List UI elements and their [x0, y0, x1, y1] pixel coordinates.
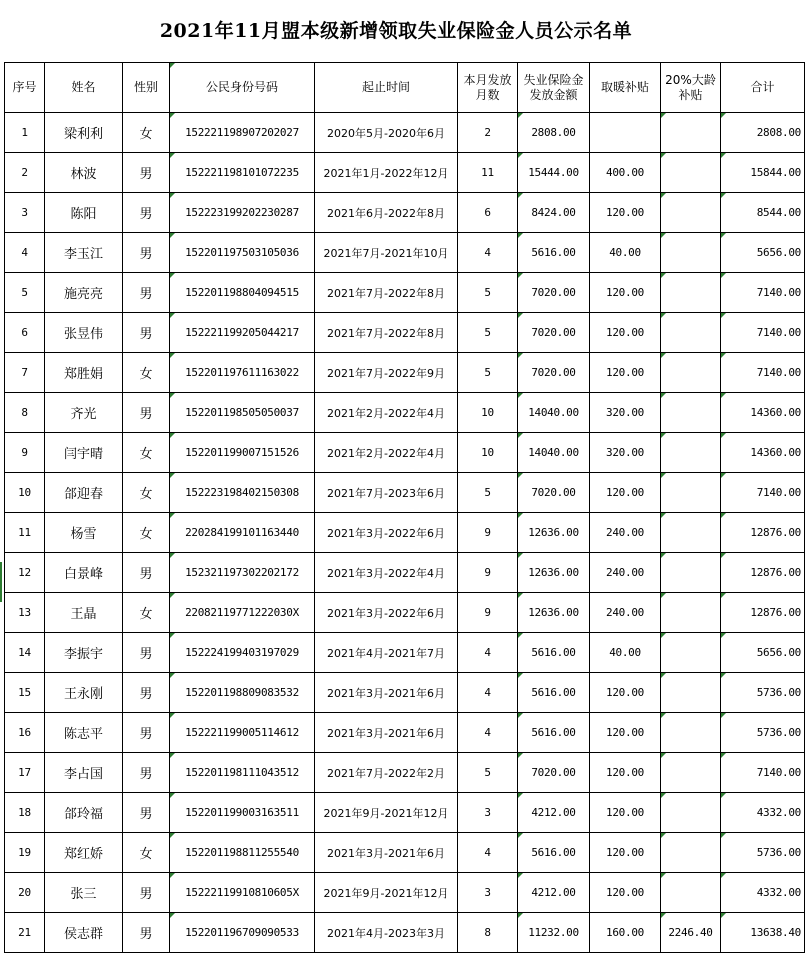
table-row	[5, 753, 805, 793]
table-row	[5, 113, 805, 153]
cell-amount[interactable]: 7020.00	[518, 473, 590, 513]
cell-name[interactable]: 李占国	[45, 753, 123, 793]
cell-heating[interactable]: 120.00	[590, 353, 661, 393]
cell-seq[interactable]: 17	[5, 753, 45, 793]
cell-age-subsidy[interactable]	[661, 553, 721, 593]
row-selection-marker	[0, 562, 2, 602]
cell-period[interactable]: 2021年3月-2022年6月	[315, 593, 458, 633]
cell-months[interactable]: 4	[458, 233, 518, 273]
cell-name[interactable]: 施亮亮	[45, 273, 123, 313]
table-row	[5, 513, 805, 553]
cell-period[interactable]: 2021年7月-2023年6月	[315, 473, 458, 513]
cell-amount[interactable]: 7020.00	[518, 313, 590, 353]
cell-id-number[interactable]: 152223198402150308	[170, 473, 315, 513]
cell-seq[interactable]: 15	[5, 673, 45, 713]
cell-months[interactable]: 5	[458, 273, 518, 313]
header-months-line1: 本月发放	[463, 72, 512, 87]
cell-age-subsidy[interactable]	[661, 593, 721, 633]
cell-sex[interactable]: 女	[123, 353, 170, 393]
cell-name[interactable]: 李振宇	[45, 633, 123, 673]
cell-sex[interactable]: 男	[123, 793, 170, 833]
cell-period[interactable]: 2021年3月-2021年6月	[315, 833, 458, 873]
cell-age-subsidy[interactable]	[661, 113, 721, 153]
cell-months[interactable]: 4	[458, 633, 518, 673]
cell-id-number[interactable]: 220284199101163440	[170, 513, 315, 553]
header-seq[interactable]: 序号	[5, 63, 45, 113]
cell-seq[interactable]: 2	[5, 153, 45, 193]
cell-heating[interactable]: 240.00	[590, 553, 661, 593]
cell-amount[interactable]: 4212.00	[518, 873, 590, 913]
cell-months[interactable]: 3	[458, 793, 518, 833]
cell-seq[interactable]: 12	[5, 553, 45, 593]
cell-id-number[interactable]: 152221198907202027	[170, 113, 315, 153]
table-row	[5, 633, 805, 673]
cell-period[interactable]: 2020年5月-2020年6月	[315, 113, 458, 153]
cell-id-number[interactable]: 152223199202230287	[170, 193, 315, 233]
cell-amount[interactable]: 12636.00	[518, 593, 590, 633]
cell-age-subsidy[interactable]	[661, 193, 721, 233]
table-row	[5, 153, 805, 193]
cell-heating[interactable]: 120.00	[590, 833, 661, 873]
cell-sex[interactable]: 男	[123, 193, 170, 233]
cell-amount[interactable]: 5616.00	[518, 673, 590, 713]
cell-name[interactable]: 白景峰	[45, 553, 123, 593]
cell-seq[interactable]: 13	[5, 593, 45, 633]
cell-period[interactable]: 2021年9月-2021年12月	[315, 793, 458, 833]
cell-seq[interactable]: 16	[5, 713, 45, 753]
cell-age-subsidy[interactable]	[661, 673, 721, 713]
cell-id-number[interactable]: 15222119910810605X	[170, 873, 315, 913]
cell-id-number[interactable]: 152201198505050037	[170, 393, 315, 433]
cell-sex[interactable]: 男	[123, 633, 170, 673]
cell-period[interactable]: 2021年4月-2023年3月	[315, 913, 458, 953]
cell-sex[interactable]: 女	[123, 833, 170, 873]
table-row	[5, 793, 805, 833]
header-amount-line2: 发放金额	[529, 87, 578, 102]
cell-period[interactable]: 2021年3月-2021年6月	[315, 673, 458, 713]
cell-seq[interactable]: 11	[5, 513, 45, 553]
cell-amount[interactable]: 7020.00	[518, 273, 590, 313]
cell-months[interactable]: 5	[458, 313, 518, 353]
cell-sex[interactable]: 男	[123, 233, 170, 273]
cell-name[interactable]: 齐光	[45, 393, 123, 433]
cell-total[interactable]: 5736.00	[721, 713, 805, 753]
cell-name[interactable]: 张三	[45, 873, 123, 913]
header-total[interactable]: 合计	[721, 63, 805, 113]
cell-total[interactable]: 2808.00	[721, 113, 805, 153]
header-months[interactable]	[458, 63, 518, 113]
cell-total[interactable]: 13638.40	[721, 913, 805, 953]
cell-seq[interactable]: 1	[5, 113, 45, 153]
header-sex[interactable]: 性别	[123, 63, 170, 113]
cell-name[interactable]: 王永刚	[45, 673, 123, 713]
cell-age-subsidy[interactable]	[661, 233, 721, 273]
cell-seq[interactable]: 21	[5, 913, 45, 953]
cell-months[interactable]: 9	[458, 513, 518, 553]
cell-period[interactable]: 2021年7月-2022年2月	[315, 753, 458, 793]
header-age-line2: 补贴	[678, 87, 703, 102]
cell-heating[interactable]: 400.00	[590, 153, 661, 193]
cell-months[interactable]: 3	[458, 873, 518, 913]
cell-age-subsidy[interactable]	[661, 873, 721, 913]
cell-heating[interactable]: 120.00	[590, 473, 661, 513]
cell-amount[interactable]: 5616.00	[518, 833, 590, 873]
cell-amount[interactable]: 15444.00	[518, 153, 590, 193]
cell-id-number[interactable]: 152201197503105036	[170, 233, 315, 273]
cell-id-number[interactable]: 152221199005114612	[170, 713, 315, 753]
cell-id-number[interactable]: 152201198811255540	[170, 833, 315, 873]
cell-seq[interactable]: 3	[5, 193, 45, 233]
cell-age-subsidy[interactable]	[661, 513, 721, 553]
cell-amount[interactable]: 7020.00	[518, 753, 590, 793]
table-row	[5, 273, 805, 313]
cell-name[interactable]: 王晶	[45, 593, 123, 633]
cell-sex[interactable]: 男	[123, 153, 170, 193]
cell-total[interactable]: 8544.00	[721, 193, 805, 233]
cell-id-number[interactable]: 152224199403197029	[170, 633, 315, 673]
header-name[interactable]: 姓名	[45, 63, 123, 113]
cell-amount[interactable]: 11232.00	[518, 913, 590, 953]
cell-heating[interactable]: 160.00	[590, 913, 661, 953]
table-row	[5, 233, 805, 273]
cell-amount[interactable]: 12636.00	[518, 513, 590, 553]
cell-months[interactable]: 8	[458, 913, 518, 953]
cell-id-number[interactable]: 152201198809083532	[170, 673, 315, 713]
cell-total[interactable]: 5656.00	[721, 233, 805, 273]
cell-name[interactable]: 郑胜娟	[45, 353, 123, 393]
cell-seq[interactable]: 4	[5, 233, 45, 273]
cell-months[interactable]: 10	[458, 433, 518, 473]
cell-period[interactable]: 2021年7月-2021年10月	[315, 233, 458, 273]
cell-seq[interactable]: 10	[5, 473, 45, 513]
header-age-line1: 20%大龄	[665, 72, 716, 87]
cell-sex[interactable]: 女	[123, 513, 170, 553]
cell-amount[interactable]: 8424.00	[518, 193, 590, 233]
cell-months[interactable]: 4	[458, 713, 518, 753]
cell-months[interactable]: 11	[458, 153, 518, 193]
cell-id-number[interactable]: 152221198101072235	[170, 153, 315, 193]
cell-amount[interactable]: 4212.00	[518, 793, 590, 833]
cell-heating[interactable]: 120.00	[590, 793, 661, 833]
cell-heating[interactable]: 120.00	[590, 193, 661, 233]
cell-total[interactable]: 12876.00	[721, 553, 805, 593]
cell-months[interactable]: 10	[458, 393, 518, 433]
cell-seq[interactable]: 9	[5, 433, 45, 473]
cell-id-number[interactable]: 152201198804094515	[170, 273, 315, 313]
cell-id-number[interactable]: 152221199205044217	[170, 313, 315, 353]
cell-total[interactable]: 7140.00	[721, 353, 805, 393]
header-heating[interactable]: 取暖补贴	[590, 63, 661, 113]
document-title: 2021年11月盟本级新增领取失业保险金人员公示名单	[159, 20, 633, 42]
table-row	[5, 833, 805, 873]
cell-heating[interactable]: 320.00	[590, 393, 661, 433]
table-row	[5, 673, 805, 713]
header-months-line2: 月数	[475, 87, 500, 102]
cell-seq[interactable]: 19	[5, 833, 45, 873]
table-row	[5, 393, 805, 433]
table-row	[5, 913, 805, 953]
cell-sex[interactable]: 女	[123, 433, 170, 473]
cell-total[interactable]: 5736.00	[721, 833, 805, 873]
cell-id-number[interactable]: 152201198111043512	[170, 753, 315, 793]
cell-age-subsidy[interactable]	[661, 313, 721, 353]
cell-period[interactable]: 2021年3月-2022年4月	[315, 553, 458, 593]
cell-period[interactable]: 2021年3月-2022年6月	[315, 513, 458, 553]
cell-amount[interactable]: 14040.00	[518, 393, 590, 433]
header-amount-line1: 失业保险金	[523, 72, 584, 87]
cell-heating[interactable]: 120.00	[590, 873, 661, 913]
cell-age-subsidy[interactable]: 2246.40	[661, 913, 721, 953]
cell-months[interactable]: 4	[458, 673, 518, 713]
cell-period[interactable]: 2021年7月-2022年9月	[315, 353, 458, 393]
cell-seq[interactable]: 7	[5, 353, 45, 393]
table-row	[5, 873, 805, 913]
table-row	[5, 473, 805, 513]
table-row	[5, 193, 805, 233]
cell-heating[interactable]: 40.00	[590, 233, 661, 273]
cell-seq[interactable]: 14	[5, 633, 45, 673]
cell-heating[interactable]: 240.00	[590, 513, 661, 553]
cell-total[interactable]: 12876.00	[721, 593, 805, 633]
cell-months[interactable]: 5	[458, 753, 518, 793]
cell-total[interactable]: 7140.00	[721, 753, 805, 793]
cell-name[interactable]: 闫宇晴	[45, 433, 123, 473]
cell-seq[interactable]: 18	[5, 793, 45, 833]
cell-heating[interactable]: 120.00	[590, 273, 661, 313]
cell-sex[interactable]: 男	[123, 873, 170, 913]
cell-period[interactable]: 2021年1月-2022年12月	[315, 153, 458, 193]
cell-total[interactable]: 5656.00	[721, 633, 805, 673]
cell-sex[interactable]: 男	[123, 553, 170, 593]
header-id[interactable]: 公民身份号码	[170, 63, 315, 113]
header-age-subsidy[interactable]	[661, 63, 721, 113]
header-row	[5, 63, 805, 113]
cell-id-number[interactable]: 152201199003163511	[170, 793, 315, 833]
cell-sex[interactable]: 男	[123, 273, 170, 313]
cell-amount[interactable]: 5616.00	[518, 713, 590, 753]
cell-total[interactable]: 15844.00	[721, 153, 805, 193]
cell-heating[interactable]: 120.00	[590, 713, 661, 753]
cell-total[interactable]: 7140.00	[721, 313, 805, 353]
header-period[interactable]: 起止时间	[315, 63, 458, 113]
cell-name[interactable]: 李玉江	[45, 233, 123, 273]
cell-sex[interactable]: 男	[123, 753, 170, 793]
cell-period[interactable]: 2021年4月-2021年7月	[315, 633, 458, 673]
table-row	[5, 313, 805, 353]
cell-id-number[interactable]: 152321197302202172	[170, 553, 315, 593]
cell-months[interactable]: 5	[458, 473, 518, 513]
cell-sex[interactable]: 男	[123, 673, 170, 713]
cell-amount[interactable]: 7020.00	[518, 353, 590, 393]
cell-heating[interactable]: 40.00	[590, 633, 661, 673]
cell-heating[interactable]: 120.00	[590, 313, 661, 353]
table-row	[5, 353, 805, 393]
cell-age-subsidy[interactable]	[661, 153, 721, 193]
cell-seq[interactable]: 20	[5, 873, 45, 913]
cell-heating[interactable]: 120.00	[590, 753, 661, 793]
cell-months[interactable]: 6	[458, 193, 518, 233]
cell-period[interactable]: 2021年3月-2021年6月	[315, 713, 458, 753]
cell-age-subsidy[interactable]	[661, 353, 721, 393]
cell-period[interactable]: 2021年9月-2021年12月	[315, 873, 458, 913]
cell-heating[interactable]: 240.00	[590, 593, 661, 633]
cell-age-subsidy[interactable]	[661, 273, 721, 313]
cell-sex[interactable]: 男	[123, 393, 170, 433]
cell-months[interactable]: 4	[458, 833, 518, 873]
cell-amount[interactable]: 5616.00	[518, 633, 590, 673]
cell-name[interactable]: 陈阳	[45, 193, 123, 233]
cell-age-subsidy[interactable]	[661, 753, 721, 793]
cell-months[interactable]: 9	[458, 593, 518, 633]
cell-sex[interactable]: 男	[123, 913, 170, 953]
cell-name[interactable]: 侯志群	[45, 913, 123, 953]
cell-name[interactable]: 梁利利	[45, 113, 123, 153]
cell-total[interactable]: 12876.00	[721, 513, 805, 553]
cell-age-subsidy[interactable]	[661, 713, 721, 753]
cell-heating[interactable]	[590, 113, 661, 153]
cell-id-number[interactable]: 152201199007151526	[170, 433, 315, 473]
cell-seq[interactable]: 8	[5, 393, 45, 433]
cell-id-number[interactable]: 22082119771222030X	[170, 593, 315, 633]
cell-period[interactable]: 2021年7月-2022年8月	[315, 313, 458, 353]
cell-amount[interactable]: 2808.00	[518, 113, 590, 153]
table-row	[5, 713, 805, 753]
cell-sex[interactable]: 男	[123, 713, 170, 753]
cell-name[interactable]: 林波	[45, 153, 123, 193]
table-row	[5, 433, 805, 473]
cell-total[interactable]: 5736.00	[721, 673, 805, 713]
cell-age-subsidy[interactable]	[661, 433, 721, 473]
cell-name[interactable]: 陈志平	[45, 713, 123, 753]
cell-total[interactable]: 14360.00	[721, 393, 805, 433]
cell-months[interactable]: 9	[458, 553, 518, 593]
cell-period[interactable]: 2021年2月-2022年4月	[315, 433, 458, 473]
cell-name[interactable]: 郃玲福	[45, 793, 123, 833]
cell-seq[interactable]: 5	[5, 273, 45, 313]
cell-amount[interactable]: 12636.00	[518, 553, 590, 593]
cell-age-subsidy[interactable]	[661, 473, 721, 513]
cell-amount[interactable]: 5616.00	[518, 233, 590, 273]
cell-total[interactable]: 7140.00	[721, 273, 805, 313]
cell-sex[interactable]: 女	[123, 593, 170, 633]
cell-age-subsidy[interactable]	[661, 393, 721, 433]
cell-period[interactable]: 2021年6月-2022年8月	[315, 193, 458, 233]
header-amount[interactable]	[518, 63, 590, 113]
cell-months[interactable]: 5	[458, 353, 518, 393]
cell-heating[interactable]: 320.00	[590, 433, 661, 473]
cell-sex[interactable]: 女	[123, 473, 170, 513]
cell-months[interactable]: 2	[458, 113, 518, 153]
cell-period[interactable]: 2021年2月-2022年4月	[315, 393, 458, 433]
cell-name[interactable]: 郑红娇	[45, 833, 123, 873]
cell-amount[interactable]: 14040.00	[518, 433, 590, 473]
cell-total[interactable]: 4332.00	[721, 873, 805, 913]
cell-sex[interactable]: 男	[123, 313, 170, 353]
cell-age-subsidy[interactable]	[661, 833, 721, 873]
cell-sex[interactable]: 女	[123, 113, 170, 153]
cell-total[interactable]: 4332.00	[721, 793, 805, 833]
table-row	[5, 553, 805, 593]
cell-period[interactable]: 2021年7月-2022年8月	[315, 273, 458, 313]
cell-id-number[interactable]: 152201196709090533	[170, 913, 315, 953]
cell-name[interactable]: 张昱伟	[45, 313, 123, 353]
cell-total[interactable]: 7140.00	[721, 473, 805, 513]
cell-name[interactable]: 郃迎春	[45, 473, 123, 513]
cell-total[interactable]: 14360.00	[721, 433, 805, 473]
table-row	[5, 593, 805, 633]
cell-age-subsidy[interactable]	[661, 633, 721, 673]
cell-age-subsidy[interactable]	[661, 793, 721, 833]
cell-name[interactable]: 杨雪	[45, 513, 123, 553]
cell-heating[interactable]: 120.00	[590, 673, 661, 713]
beneficiary-table	[4, 62, 805, 953]
cell-id-number[interactable]: 152201197611163022	[170, 353, 315, 393]
cell-seq[interactable]: 6	[5, 313, 45, 353]
